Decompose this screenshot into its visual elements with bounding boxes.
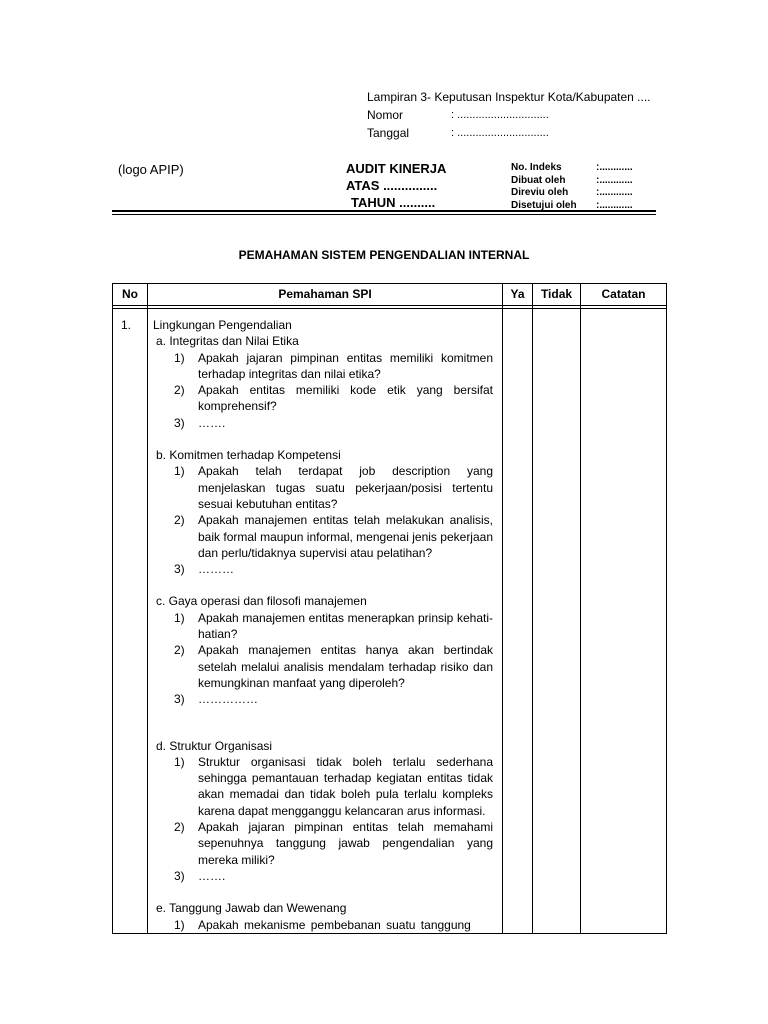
audit-heading [346, 160, 446, 211]
list-item: 1) Apakah jajaran pimpinan entitas memiliki komitmen terhadap integritas dan nilai etika? [174, 350, 493, 381]
header-ya: Ya [510, 287, 525, 301]
header-divider-double [113, 308, 666, 309]
list-item: 1) Apakah mekanisme pembebanan suatu tanggung [174, 917, 471, 932]
header-rule-thin [112, 214, 656, 215]
meta-row-direviu [511, 187, 633, 200]
meta-value: :............ [596, 174, 633, 186]
list-item: 2) Apakah manajemen entitas telah melakukan analisis, baik formal maupun informal, mengenai jenis pekerjaan dan perlu/tidaknya supervisi atau pelatihan? [174, 513, 493, 560]
list-item: 1) Apakah manajemen entitas menerapkan prinsip kehati-hatian? [174, 610, 493, 642]
header-rule-thick [112, 210, 656, 212]
meta-label: Dibuat oleh [511, 174, 566, 186]
audit-line-2: ATAS ............... [346, 178, 438, 193]
col-divider-tidak [580, 284, 581, 933]
row-number: 1. [121, 318, 132, 332]
subsection-d [153, 738, 493, 885]
subsection-title: b. Komitmen terhadap Kompetensi [156, 448, 341, 463]
header-divider [113, 305, 666, 306]
spi-questions [153, 317, 493, 949]
list-item: 2) Apakah manajemen entitas hanya akan bertindak setelah melalui analisis mendalam terhadap risiko dan kemungkinan manfaat yang diperoleh? [174, 643, 493, 690]
lampiran-line: Lampiran 3- Keputusan Inspektur Kota/Kabupaten .... [367, 90, 651, 104]
index-meta [511, 162, 633, 212]
nomor-row [367, 106, 651, 124]
tanggal-label: Tanggal [367, 126, 410, 140]
subsection-title: e. Tanggung Jawab dan Wewenang [156, 901, 347, 916]
subsection-title: c. Gaya operasi dan filosofi manajemen [156, 594, 367, 609]
subsection-title: a. Integritas dan Nilai Etika [156, 334, 299, 349]
document-title: PEMAHAMAN SISTEM PENGENDALIAN INTERNAL [238, 248, 530, 262]
nomor-label: Nomor [367, 108, 404, 122]
meta-label: No. Indeks [511, 162, 562, 173]
meta-row-dibuat [511, 175, 633, 188]
list-item: 2) Apakah jajaran pimpinan entitas telah memahami sepenuhnya tanggung jawab pengendalian yang mereka miliki? [174, 820, 493, 867]
list-item: 2) Apakah entitas memiliki kode etik yang bersifat komprehensif? [174, 383, 493, 414]
tanggal-row [367, 124, 651, 142]
lampiran-block [367, 88, 651, 142]
meta-row-indeks [511, 162, 633, 175]
list-item: 1) Struktur organisasi tidak boleh terlalu sederhana sehingga pemantauan terhadap kegiatan entitas tidak akan memadai dan tidak boleh pula terlalu kompleks karena dapat mengganggu kelancaran arus informasi. [174, 754, 493, 818]
subsection-b [153, 447, 493, 577]
logo-placeholder: (logo APIP) [118, 162, 184, 177]
col-divider-ya [532, 284, 533, 933]
nomor-value: : .............................. [451, 109, 549, 121]
tanggal-value: : .............................. [451, 127, 549, 139]
header-catatan: Catatan [601, 287, 646, 301]
list-item: 3) …………… [174, 692, 258, 707]
col-divider-no [147, 284, 148, 933]
meta-value: :............ [596, 199, 633, 211]
meta-value: :............ [596, 187, 633, 198]
section-title: Lingkungan Pengendalian [153, 318, 292, 332]
meta-label: Direviu oleh [511, 187, 569, 198]
meta-label: Disetujui oleh [511, 199, 577, 211]
subsection-title: d. Struktur Organisasi [156, 738, 273, 753]
subsection-e [153, 900, 493, 933]
header-pemahaman-spi: Pemahaman SPI [278, 287, 372, 301]
list-item: 1) Apakah telah terdapat job description yang menjelaskan tugas suatu pekerjaan/posisi tertentu sesuai kebutuhan entitas? [174, 464, 493, 511]
header-no: No [122, 287, 138, 301]
subsection-c [153, 593, 493, 721]
audit-line-3: TAHUN .......... [351, 195, 436, 210]
list-item: 3) ……. [174, 868, 226, 883]
list-item: 3) ……… [174, 562, 234, 577]
col-divider-spi [502, 284, 503, 933]
spacer [153, 708, 493, 722]
header-tidak: Tidak [540, 287, 573, 301]
audit-line-1: AUDIT KINERJA [346, 161, 447, 176]
meta-value: :............ [596, 162, 633, 173]
subsection-a [153, 333, 493, 431]
list-item: 3) ……. [174, 415, 226, 430]
